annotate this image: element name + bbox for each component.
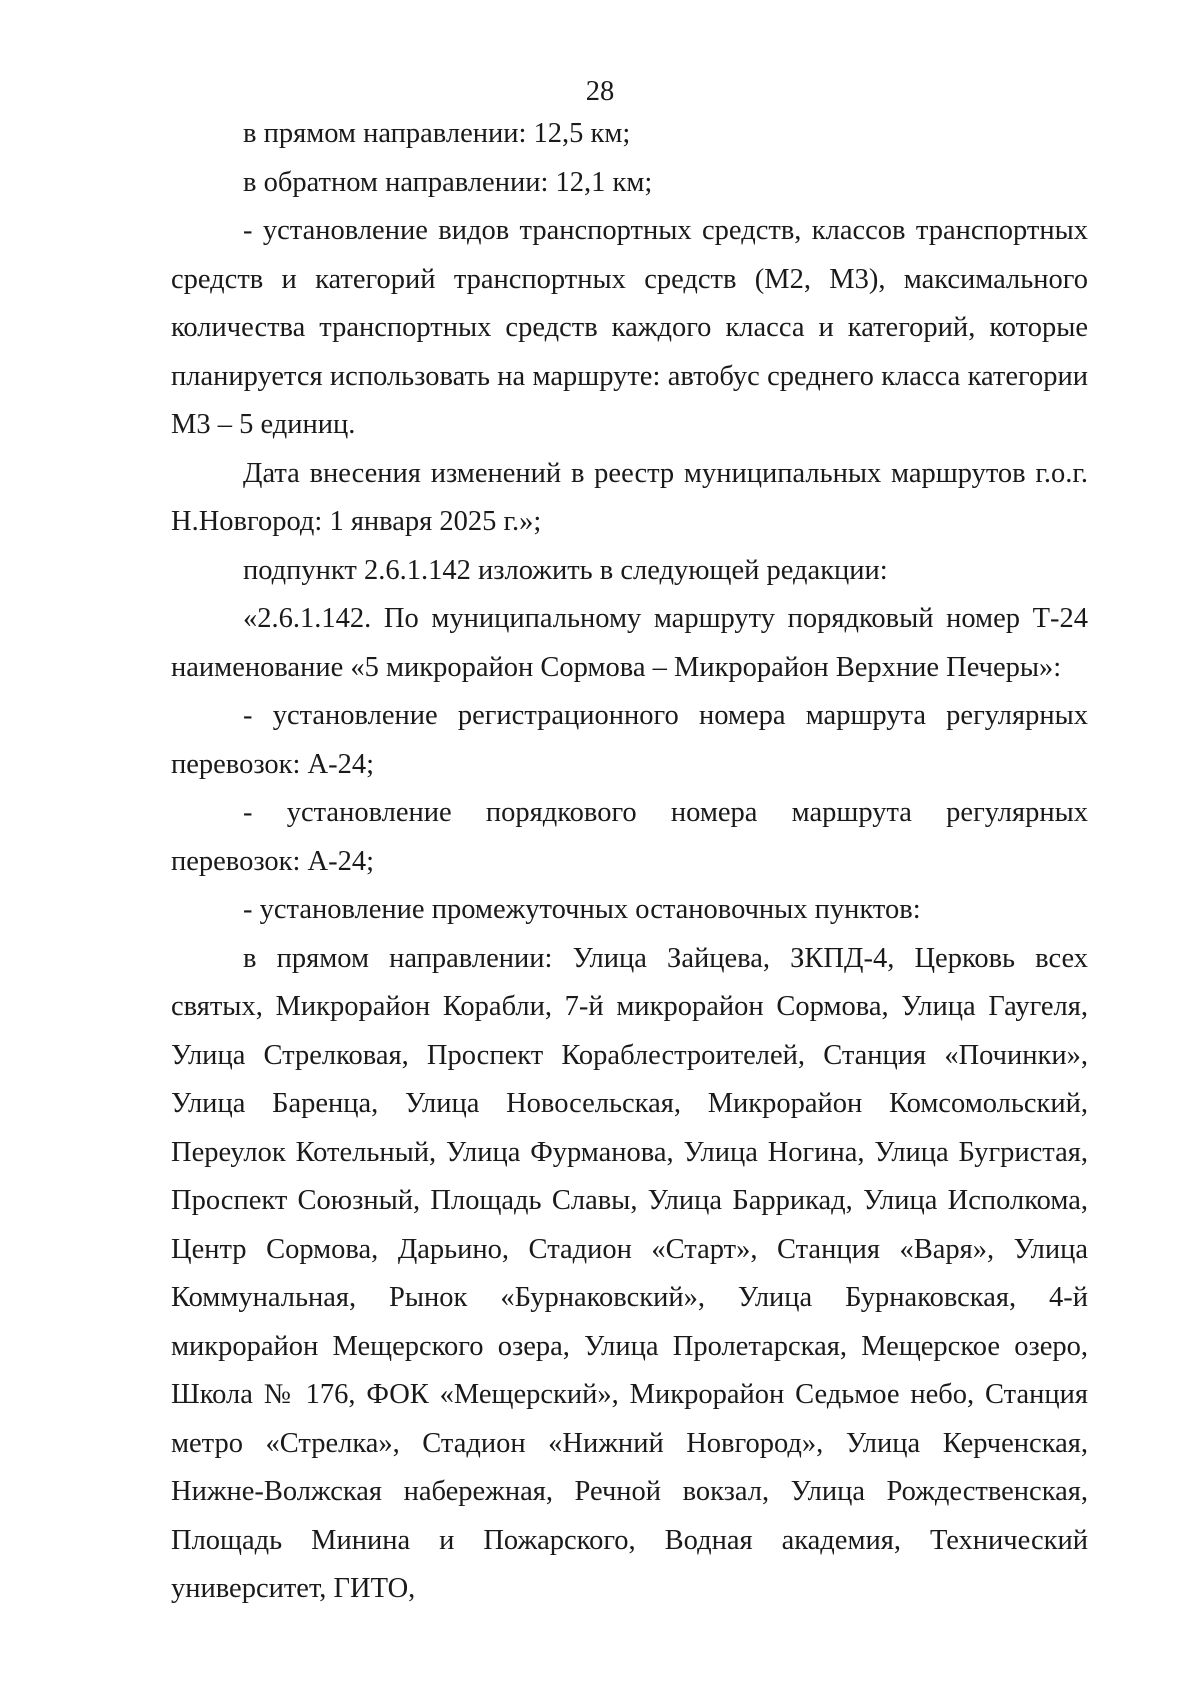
- paragraph-forward-length: в прямом направлении: 12,5 км;: [243, 118, 631, 149]
- paragraph-registration-number: - установление регистрационного номера маршрута регулярных перевозок: А-24;: [171, 700, 1088, 780]
- page-number: 28: [585, 76, 615, 107]
- paragraph-registry-date: Дата внесения изменений в реестр муниципальных маршрутов г.о.г. Н.Новгород: 1 января 2025 г.»;: [171, 457, 1088, 537]
- document-body: [171, 110, 1088, 1614]
- paragraph-vehicle-types: - установление видов транспортных средств, классов транспортных средств и категорий транспортных средств (М2, М3), максимального количества транспортных средств каждого класса и категорий, которые планируется использовать на маршруте: автобус среднего класса категории М3 – 5 единиц.: [171, 215, 1088, 440]
- paragraph-route-t24: «2.6.1.142. По муниципальному маршруту порядковый номер Т-24 наименование «5 микрорайон Сормова – Микрорайон Верхние Печеры»:: [171, 603, 1088, 683]
- paragraph-subpoint-intro: подпункт 2.6.1.142 изложить в следующей редакции:: [243, 554, 888, 586]
- paragraph-reverse-length: в обратном направлении: 12,1 км;: [243, 166, 653, 198]
- paragraph-forward-stops-list: в прямом направлении: Улица Зайцева, ЗКПД-4, Церковь всех святых, Микрорайон Корабли, 7-й микрорайон Сормова, Улица Гаугеля, Улица Стрелковая, Проспект Кораблестроителей, Станция «Починки», Улица Баренца, Улица Новосельская, Микрорайон Комсомольский, Переулок Котельный, Улица Фурманова, Улица Ногина, Улица Бугристая, Проспект Союзный, Площадь Славы, Улица Баррикад, Улица Исполкома, Центр Сормова, Дарьино, Стадион «Старт», Станция «Варя», Улица Коммунальная, Рынок «Бурнаковский», Улица Бурнаковская, 4-й микрорайон Мещерского озера, Улица Пролетарская, Мещерское озеро, Школа № 176, ФОК «Мещерский», Микрорайон Седьмое небо, Станция метро «Стрелка», Стадион «Нижний Новгород», Улица Керченская, Нижне-Волжская набережная, Речной вокзал, Улица Рождественская, Площадь Минина и Пожарского, Водная академия, Технический университет, ГИТО,: [171, 942, 1088, 1604]
- paragraph-sequence-number: - установление порядкового номера маршрута регулярных перевозок: А-24;: [171, 797, 1088, 877]
- paragraph-intermediate-stops: - установление промежуточных остановочных пунктов:: [243, 894, 921, 925]
